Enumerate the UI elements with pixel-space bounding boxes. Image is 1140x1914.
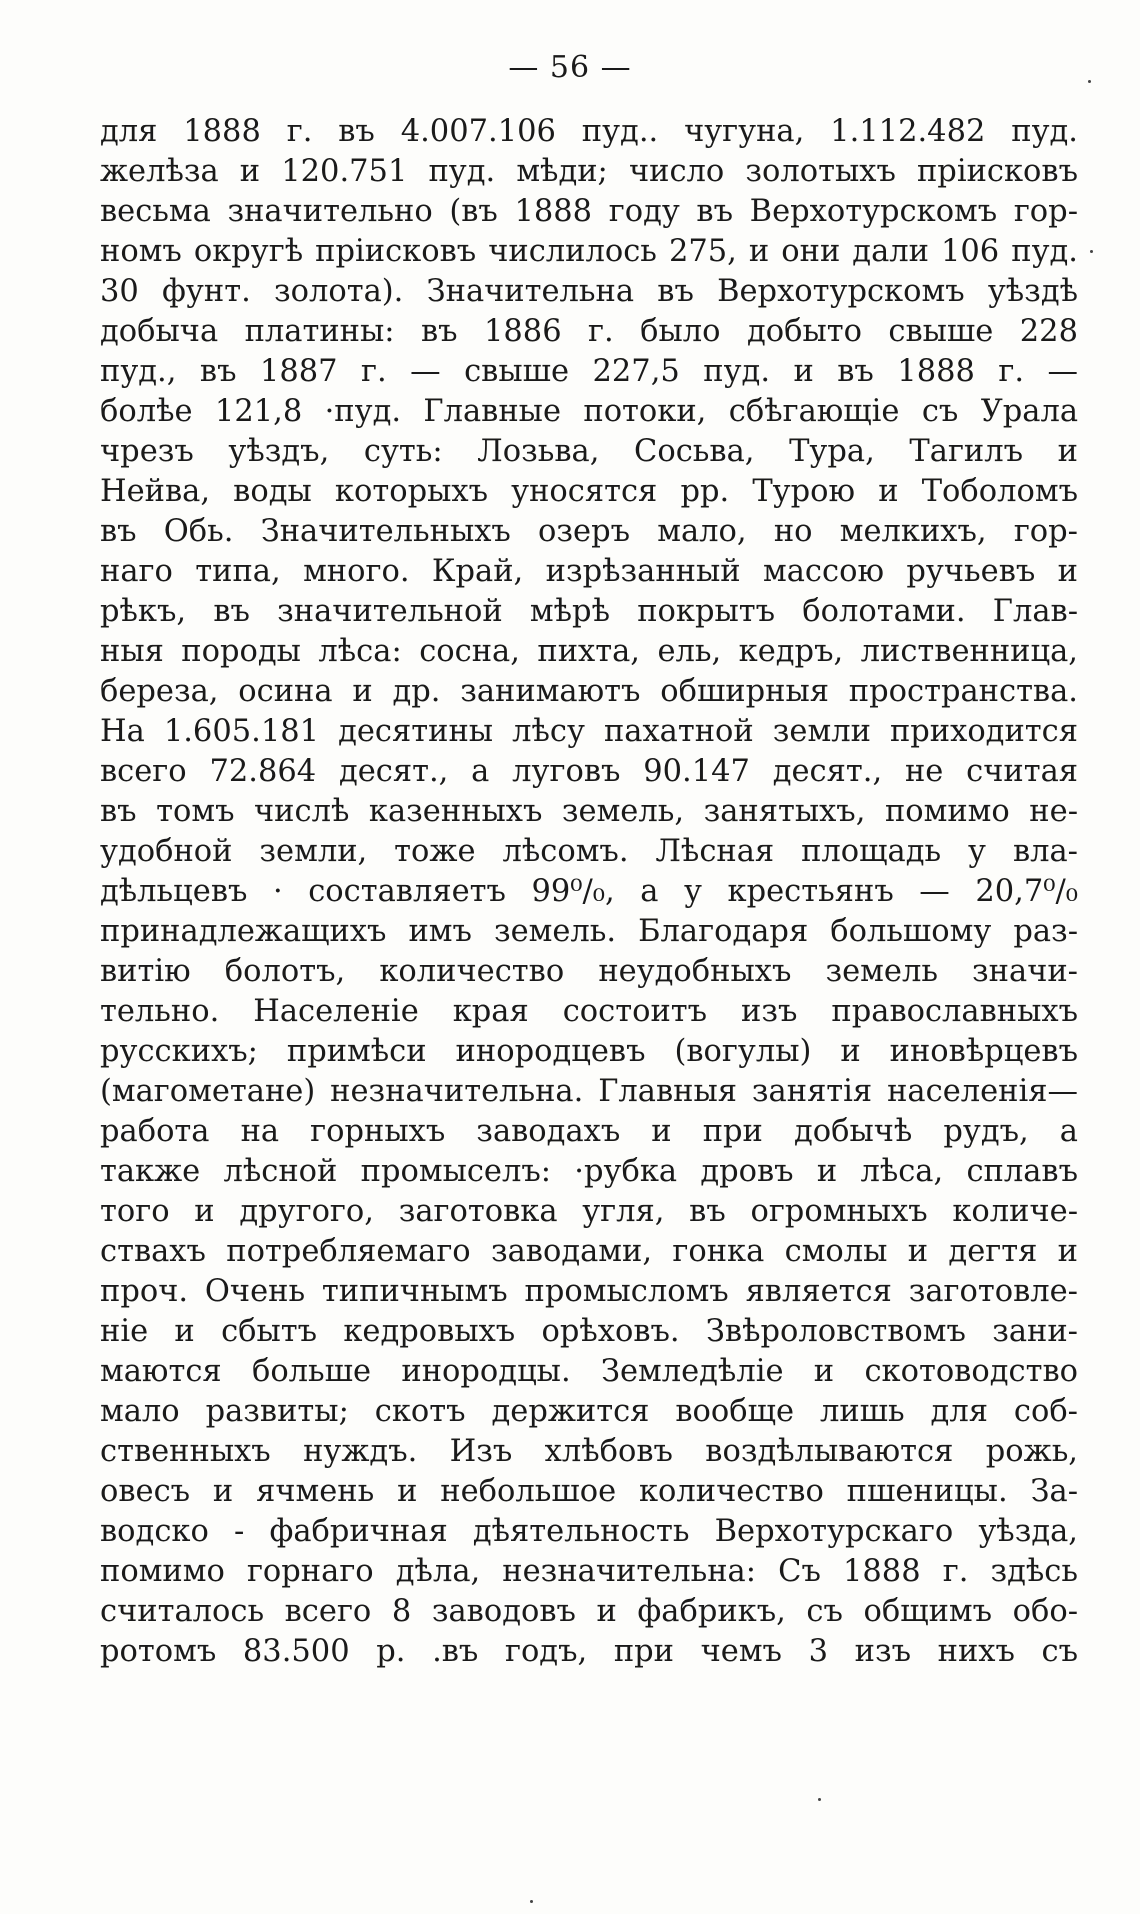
text-line: ственныхъ нуждъ. Изъ хлѣбовъ воздѣлываются рожь, — [100, 1434, 1078, 1469]
text-line: добыча платины: въ 1886 г. было добыто свыше 228 — [100, 314, 1078, 349]
text-line: 30 фунт. золота). Значительна въ Верхотурскомъ уѣздѣ — [100, 274, 1078, 309]
text-line: удобной земли, тоже лѣсомъ. Лѣсная площадь у вла- — [100, 834, 1078, 869]
text-line: работа на горныхъ заводахъ и при добычѣ рудъ, а — [100, 1114, 1078, 1149]
text-line: принадлежащихъ имъ земель. Благодаря большому раз- — [100, 914, 1078, 949]
text-line: береза, осина и др. занимаютъ обширныя пространства. — [100, 674, 1078, 709]
text-line: (магометане) незначительна. Главныя занятія населенія— — [100, 1074, 1078, 1109]
text-line: На 1.605.181 десятины лѣсу пахатной земли приходится — [100, 714, 1078, 749]
text-line: ніе и сбытъ кедровыхъ орѣховъ. Звѣроловствомъ зани- — [100, 1314, 1078, 1349]
text-line: рѣкъ, въ значительной мѣрѣ покрытъ болотами. Глав- — [100, 594, 1078, 629]
text-line: проч. Очень типичнымъ промысломъ является заготовле- — [100, 1274, 1078, 1309]
text-line: весьма значительно (въ 1888 году въ Верхотурскомъ гор- — [100, 194, 1078, 229]
text-line: болѣе 121,8 ·пуд. Главные потоки, сбѣгающіе съ Урала — [100, 394, 1078, 429]
text-line: считалось всего 8 заводовъ и фабрикъ, съ общимъ обо- — [100, 1594, 1078, 1629]
text-line: Нейва, воды которыхъ уносятся рр. Турою и Тоболомъ — [100, 474, 1078, 509]
text-line: желѣза и 120.751 пуд. мѣди; число золотыхъ пріисковъ — [100, 154, 1078, 189]
text-line: маются больше инородцы. Земледѣліе и скотоводство — [100, 1354, 1078, 1389]
text-line: дѣльцевъ · составляетъ 99⁰/₀, а у крестьянъ — 20,7⁰/₀ — [100, 874, 1078, 909]
text-line: того и другого, заготовка угля, въ огромныхъ количе- — [100, 1194, 1078, 1229]
text-line: витію болотъ, количество неудобныхъ земель значи- — [100, 954, 1078, 989]
scan-speck — [530, 1900, 533, 1903]
text-line: въ томъ числѣ казенныхъ земель, занятыхъ, помимо не- — [100, 794, 1078, 829]
text-line: всего 72.864 десят., а луговъ 90.147 десят., не считая — [100, 754, 1078, 789]
body-text — [100, 112, 1078, 1672]
text-line: водско - фабричная дѣятельность Верхотурскаго уѣзда, — [100, 1514, 1078, 1549]
text-line: номъ округѣ пріисковъ числилось 275, и они дали 106 пуд. — [100, 234, 1078, 269]
scan-speck — [1090, 250, 1093, 253]
text-line: также лѣсной промыселъ: ·рубка дровъ и лѣса, сплавъ — [100, 1154, 1078, 1189]
text-line: наго типа, много. Край, изрѣзанный массою ручьевъ и — [100, 554, 1078, 589]
text-line: тельно. Населеніе края состоитъ изъ православныхъ — [100, 994, 1078, 1029]
text-line: чрезъ уѣздъ, суть: Лозьва, Сосьва, Тура, Тагилъ и — [100, 434, 1078, 469]
text-line: русскихъ; примѣси инородцевъ (вогулы) и иновѣрцевъ — [100, 1034, 1078, 1069]
text-line: ствахъ потребляемаго заводами, гонка смолы и дегтя и — [100, 1234, 1078, 1269]
scan-speck — [818, 1798, 821, 1801]
page-number: — 56 — — [508, 50, 632, 85]
text-line: пуд., въ 1887 г. — свыше 227,5 пуд. и въ 1888 г. — — [100, 354, 1078, 389]
scan-speck — [1088, 80, 1091, 83]
text-line: ротомъ 83.500 р. .въ годъ, при чемъ 3 изъ нихъ съ — [100, 1634, 1078, 1669]
text-line: помимо горнаго дѣла, незначительна: Съ 1888 г. здѣсь — [100, 1554, 1078, 1589]
text-line: мало развиты; скотъ держится вообще лишь для соб- — [100, 1394, 1078, 1429]
text-line: ныя породы лѣса: сосна, пихта, ель, кедръ, лиственница, — [100, 634, 1078, 669]
text-line: для 1888 г. въ 4.007.106 пуд.. чугуна, 1.112.482 пуд. — [100, 114, 1078, 149]
text-line: овесъ и ячмень и небольшое количество пшеницы. За- — [100, 1474, 1078, 1509]
text-line: въ Обь. Значительныхъ озеръ мало, но мелкихъ, гор- — [100, 514, 1078, 549]
